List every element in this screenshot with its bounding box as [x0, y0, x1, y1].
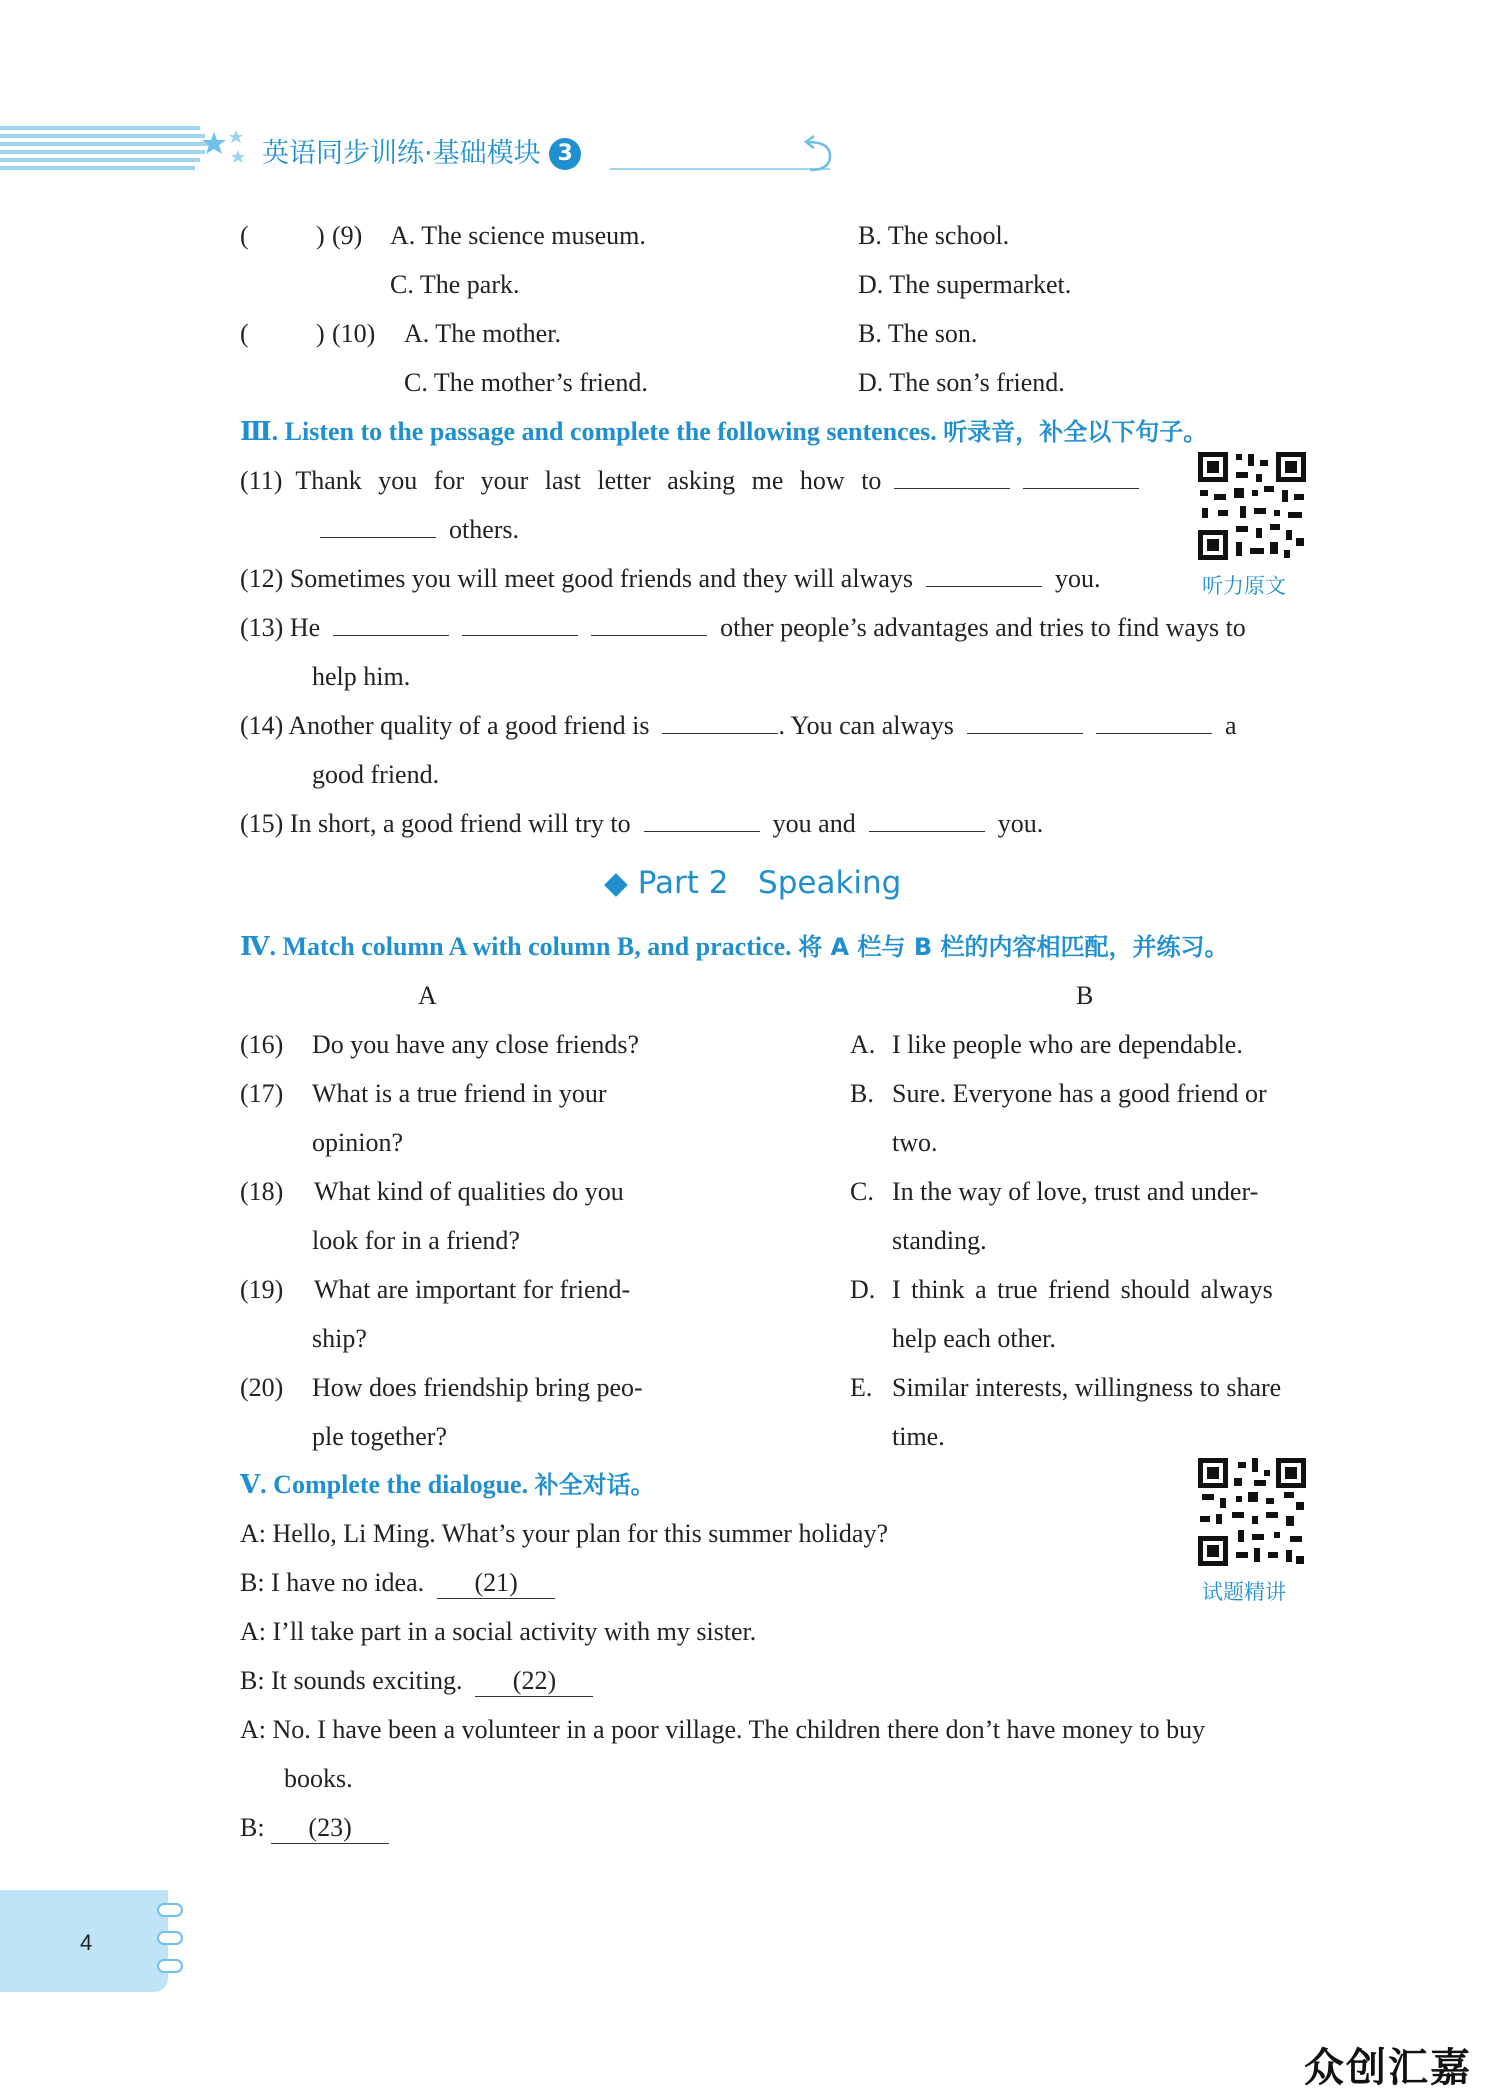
section-4-title-en: Ⅳ. Match column A with column B, and practice. — [240, 932, 792, 961]
choice-10-paren: ( — [240, 319, 249, 348]
volume-number: 3 — [557, 141, 573, 166]
dialogue-2-text: I have no idea. — [271, 1568, 425, 1597]
choice-9-option-a: A. The science museum. — [390, 221, 646, 250]
question-13 — [240, 603, 1246, 652]
dialogue-7-speaker: B: — [240, 1813, 265, 1842]
header-title-text: 英语同步训练·基础模块 — [262, 138, 541, 169]
question-11-text: Thank you for your last letter asking me how to — [295, 466, 882, 495]
match-a-18-text: What kind of qualities do you — [314, 1177, 624, 1206]
stripe-graphic — [0, 124, 220, 172]
match-a-17-number: (17) — [240, 1079, 284, 1108]
question-15-text: In short, a good friend will try to — [289, 809, 631, 838]
match-a-20-text: How does friendship bring peo- — [312, 1373, 643, 1402]
answer-blank-15a[interactable] — [644, 805, 760, 832]
match-b-e-label: E. — [850, 1373, 873, 1402]
choice-10-option-d: D. The son’s friend. — [858, 368, 1065, 397]
choice-10-option-c: C. The mother’s friend. — [404, 368, 648, 397]
page-number: 4 — [80, 1930, 93, 1955]
question-12 — [240, 554, 1101, 603]
choice-9-option-d: D. The supermarket. — [858, 270, 1072, 299]
match-a-19-text-2: ship? — [312, 1324, 367, 1353]
choice-9-paren: ( — [240, 221, 249, 250]
answer-blank-14b[interactable] — [967, 707, 1083, 734]
header-title — [262, 134, 581, 174]
answer-blank-13b[interactable] — [462, 609, 578, 636]
match-b-d-text: I think a true friend should always — [892, 1275, 1273, 1304]
match-a-19-number: (19) — [240, 1275, 284, 1304]
dialogue-3-speaker: A: — [240, 1617, 266, 1646]
match-a-16-number: (16) — [240, 1030, 284, 1059]
question-14-number: (14) — [240, 711, 284, 740]
match-a-18-number: (18) — [240, 1177, 284, 1206]
question-15 — [240, 799, 1043, 848]
question-14 — [240, 701, 1236, 750]
answer-blank-15b[interactable] — [869, 805, 985, 832]
choice-9-option-b: B. The school. — [858, 221, 1010, 250]
question-14-line2: good friend. — [312, 760, 440, 789]
question-14-text: Another quality of a good friend is — [288, 711, 650, 740]
choice-10-number: (10) — [332, 319, 376, 348]
dialogue-line-3 — [240, 1607, 756, 1656]
question-15-mid: you and — [772, 809, 856, 838]
section-3-title — [240, 407, 1207, 457]
choice-10-paren-close: ) — [316, 319, 325, 348]
column-b-header: B — [1076, 981, 1094, 1010]
match-b-a-label: A. — [850, 1030, 876, 1059]
answer-blank-11c[interactable] — [320, 511, 436, 538]
dialogue-6-text: books. — [284, 1764, 353, 1793]
match-a-20-text-2: ple together? — [312, 1422, 447, 1451]
dialogue-1-speaker: A: — [240, 1519, 266, 1548]
dialogue-3-text: I’ll take part in a social activity with my sister. — [272, 1617, 757, 1646]
choice-9-option-c: C. The park. — [390, 270, 520, 299]
question-13-text: He — [289, 613, 321, 642]
question-11-number: (11) — [240, 466, 283, 495]
question-15-number: (15) — [240, 809, 284, 838]
match-b-e-text-2: time. — [892, 1422, 945, 1451]
choice-9-paren-close: ) — [316, 221, 325, 250]
dialogue-line-1 — [240, 1509, 888, 1558]
choice-10-option-a: A. The mother. — [404, 319, 561, 348]
dialogue-line-2 — [240, 1558, 555, 1607]
dialogue-line-4 — [240, 1656, 593, 1705]
question-13-mid: other people’s advantages and tries to find ways to — [720, 613, 1246, 642]
match-b-b-text-2: two. — [892, 1128, 938, 1157]
question-11-end: others. — [449, 515, 520, 544]
section-4-title — [240, 922, 1228, 972]
qr-label-listening: 听力原文 — [1202, 574, 1286, 598]
qr-code-listening-icon[interactable] — [1196, 450, 1308, 562]
dialogue-5-speaker: A: — [240, 1715, 266, 1744]
question-11 — [240, 456, 1139, 505]
question-12-end: you. — [1055, 564, 1101, 593]
match-b-b-text: Sure. Everyone has a good friend or — [892, 1079, 1267, 1108]
watermark: 众创汇嘉 — [1304, 2045, 1472, 2091]
match-a-18-text-2: look for in a friend? — [312, 1226, 520, 1255]
volume-badge — [549, 138, 581, 170]
match-b-d-text-2: help each other. — [892, 1324, 1056, 1353]
match-b-c-text-2: standing. — [892, 1226, 987, 1255]
choice-10-option-b: B. The son. — [858, 319, 978, 348]
answer-blank-22[interactable]: (22) — [475, 1666, 593, 1697]
match-a-17-text: What is a true friend in your — [312, 1079, 607, 1108]
return-arrow-icon — [800, 134, 834, 179]
question-13-line2: help him. — [312, 662, 411, 691]
question-14-mid: . You can always — [778, 711, 954, 740]
question-14-tail: a — [1224, 711, 1237, 740]
match-a-16-text: Do you have any close friends? — [312, 1030, 640, 1059]
question-12-text: Sometimes you will meet good friends and they will always — [289, 564, 914, 593]
match-b-d-label: D. — [850, 1275, 876, 1304]
dialogue-line-6 — [284, 1754, 353, 1803]
match-b-b-label: B. — [850, 1079, 874, 1108]
answer-blank-13c[interactable] — [591, 609, 707, 636]
match-a-17-text-2: opinion? — [312, 1128, 403, 1157]
section-5-title — [240, 1460, 655, 1510]
answer-blank-14c[interactable] — [1096, 707, 1212, 734]
dialogue-4-text: It sounds exciting. — [271, 1666, 463, 1695]
part-2-title: Speaking — [758, 865, 902, 901]
dialogue-line-5 — [240, 1705, 1205, 1754]
star-icon — [200, 128, 250, 173]
dialogue-1-text: Hello, Li Ming. What’s your plan for this summer holiday? — [272, 1519, 888, 1548]
column-a-header: A — [418, 981, 437, 1010]
question-15-end: you. — [997, 809, 1044, 838]
binder-rings-icon — [156, 1900, 186, 1985]
answer-blank-23[interactable]: (23) — [271, 1813, 389, 1844]
qr-label-explanation: 试题精讲 — [1202, 1580, 1286, 1604]
answer-blank-11b[interactable] — [1023, 462, 1139, 489]
answer-blank-21[interactable]: (21) — [437, 1568, 555, 1599]
dialogue-2-speaker: B: — [240, 1568, 265, 1597]
header-stripes — [0, 124, 220, 172]
section-5-title-cn: 补全对话。 — [534, 1471, 655, 1499]
match-a-19-text: What are important for friend- — [314, 1275, 631, 1304]
match-b-c-text: In the way of love, trust and under- — [892, 1177, 1259, 1206]
answer-blank-13a[interactable] — [333, 609, 449, 636]
dialogue-5-text: No. I have been a volunteer in a poor village. The children there don’t have money to buy — [272, 1715, 1206, 1744]
question-12-number: (12) — [240, 564, 284, 593]
diamond-icon: ◆ — [604, 865, 628, 901]
dialogue-4-speaker: B: — [240, 1666, 265, 1695]
header-rule — [610, 168, 830, 170]
answer-blank-14a[interactable] — [662, 707, 778, 734]
answer-blank-11a[interactable] — [894, 462, 1010, 489]
match-b-c-label: C. — [850, 1177, 874, 1206]
section-3-title-cn: 听录音，补全以下句子。 — [943, 418, 1208, 446]
choice-9-number: (9) — [332, 221, 363, 250]
match-b-e-text: Similar interests, willingness to share — [892, 1373, 1282, 1402]
dialogue-line-7 — [240, 1803, 389, 1852]
question-11-line2 — [320, 505, 519, 554]
question-13-number: (13) — [240, 613, 284, 642]
match-b-a-text: I like people who are dependable. — [892, 1030, 1243, 1059]
part-2-label: Part 2 — [637, 865, 729, 901]
qr-code-explanation-icon[interactable] — [1196, 1456, 1308, 1568]
answer-blank-12[interactable] — [926, 560, 1042, 587]
section-4-title-cn: 将 A 栏与 B 栏的内容相匹配，并练习。 — [798, 933, 1229, 961]
section-5-title-en: Ⅴ. Complete the dialogue. — [240, 1470, 529, 1499]
section-3-title-en: Ⅲ. Listen to the passage and complete the following sentences. — [240, 417, 937, 446]
part-2-heading — [604, 860, 901, 906]
match-a-20-number: (20) — [240, 1373, 284, 1402]
